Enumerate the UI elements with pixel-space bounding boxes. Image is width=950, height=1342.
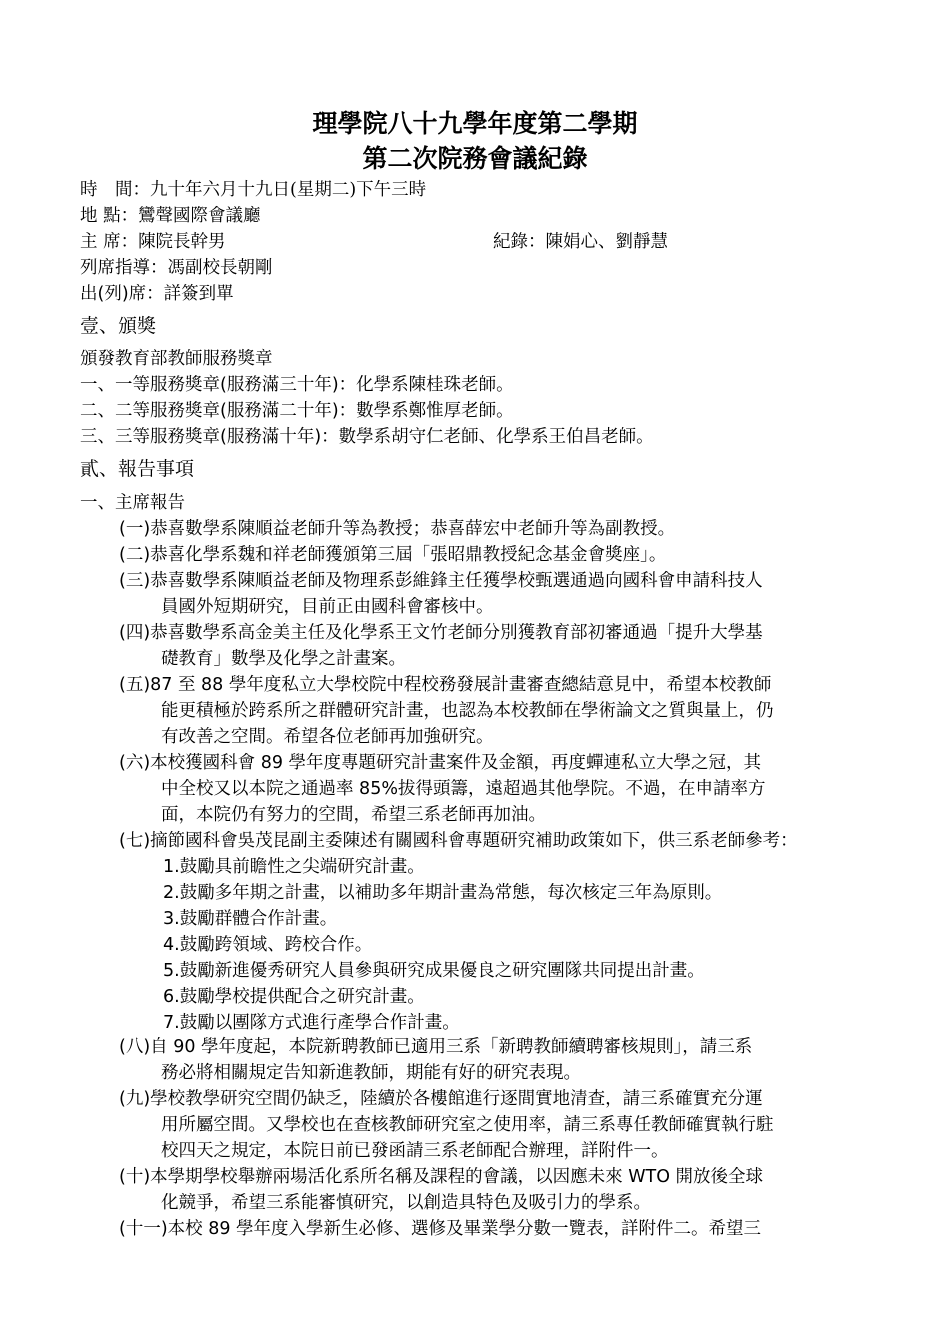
- report-item-continuation: 礎教育」數學及化學之計畫案。: [161, 649, 406, 669]
- report-item-continuation: 面，本院仍有努力的空間，希望三系老師再加油。: [161, 805, 546, 825]
- report-item-continuation: 有改善之空間。希望各位老師再加強研究。: [161, 727, 494, 747]
- report-item-continuation: 員國外短期研究，目前正由國科會審核中。: [161, 597, 494, 617]
- report-item: (八)自 90 學年度起，本院新聘教師已適用三系「新聘教師續聘審核規則」，請三系: [119, 1037, 753, 1057]
- report-item-continuation: 能更積極於跨系所之群體研究計畫，也認為本校教師在學術論文之質與量上，仍: [161, 701, 774, 721]
- policy-item: 3.鼓勵群體合作計畫。: [163, 909, 338, 929]
- report-item-continuation: 校四天之規定，本院日前已發函請三系老師配合辦理，詳附件一。: [161, 1141, 669, 1161]
- report-item-continuation: 化競爭，希望三系能審慎研究，以創造具特色及吸引力的學系。: [161, 1193, 651, 1213]
- section-heading-reports: 貳、報告事項: [80, 458, 195, 480]
- report-item: (三)恭喜數學系陳順益老師及物理系彭維鋒主任獲學校甄選通過向國科會申請科技人: [119, 571, 763, 591]
- report-item: (六)本校獲國科會 89 學年度專題研究計畫案件及金額，再度蟬連私立大學之冠，其: [119, 753, 762, 773]
- report-item: (九)學校教學研究空間仍缺乏，陸續於各樓館進行逐間實地清查，請三系確實充分運: [119, 1089, 763, 1109]
- awards-intro: 頒發教育部教師服務獎章: [80, 349, 273, 369]
- policy-item: 2.鼓勵多年期之計畫，以補助多年期計畫為常態，每次核定三年為原則。: [163, 883, 723, 903]
- meeting-chair: 主 席：陳院長幹男: [80, 232, 226, 252]
- report-item-continuation: 中全校又以本院之通過率 85%拔得頭籌，遠超過其他學院。不過，在申請率方: [161, 779, 766, 799]
- subsection-chair-report: 一、主席報告: [80, 493, 185, 513]
- report-item-continuation: 用所屬空間。又學校也在查核教師研究室之使用率，請三系專任教師確實執行駐: [161, 1115, 774, 1135]
- meeting-recorder: 紀錄：陳娟心、劉靜慧: [493, 232, 668, 252]
- award-item: 一、一等服務獎章(服務滿三十年)：化學系陳桂珠老師。: [80, 375, 514, 395]
- document-subtitle: 第二次院務會議紀錄: [362, 144, 588, 173]
- meeting-place: 地 點：鸞聲國際會議廳: [80, 206, 261, 226]
- award-item: 二、二等服務獎章(服務滿二十年)：數學系鄭惟厚老師。: [80, 401, 514, 421]
- report-item-continuation: 務必將相關規定告知新進教師，期能有好的研究表現。: [161, 1063, 581, 1083]
- section-heading-awards: 壹、頒獎: [80, 315, 157, 337]
- report-item: (七)摘節國科會吳茂昆副主委陳述有關國科會專題研究補助政策如下，供三系老師參考：: [119, 831, 798, 851]
- report-item: (一)恭喜數學系陳順益老師升等為教授；恭喜薛宏中老師升等為副教授。: [119, 519, 676, 539]
- report-item: (四)恭喜數學系高金美主任及化學系王文竹老師分別獲教育部初審通過「提升大學基: [119, 623, 763, 643]
- policy-item: 6.鼓勵學校提供配合之研究計畫。: [163, 987, 425, 1007]
- report-item: (十一)本校 89 學年度入學新生必修、選修及畢業學分數一覽表，詳附件二。希望三: [119, 1219, 762, 1239]
- policy-item: 4.鼓勵跨領域、跨校合作。: [163, 935, 373, 955]
- award-item: 三、三等服務獎章(服務滿十年)：數學系胡守仁老師、化學系王伯昌老師。: [80, 427, 654, 447]
- policy-item: 5.鼓勵新進優秀研究人員參與研究成果優良之研究團隊共同提出計畫。: [163, 961, 705, 981]
- report-item: (五)87 至 88 學年度私立大學校院中程校務發展計畫審查總結意見中，希望本校教師: [119, 675, 772, 695]
- report-item: (十)本學期學校舉辦兩場活化系所名稱及課程的會議，以因應未來 WTO 開放後全球: [119, 1167, 764, 1187]
- meeting-guidance: 列席指導：馮副校長朝剛: [80, 258, 273, 278]
- meeting-time: 時 間：九十年六月十九日(星期二)下午三時: [80, 180, 427, 200]
- document-title: 理學院八十九學年度第二學期: [312, 109, 638, 138]
- meeting-attendance: 出(列)席：詳簽到單: [80, 284, 234, 304]
- policy-item: 1.鼓勵具前瞻性之尖端研究計畫。: [163, 857, 425, 877]
- policy-item: 7.鼓勵以團隊方式進行產學合作計畫。: [163, 1013, 460, 1033]
- report-item: (二)恭喜化學系魏和祥老師獲頒第三屆「張昭鼎教授紀念基金會獎座」。: [119, 545, 667, 565]
